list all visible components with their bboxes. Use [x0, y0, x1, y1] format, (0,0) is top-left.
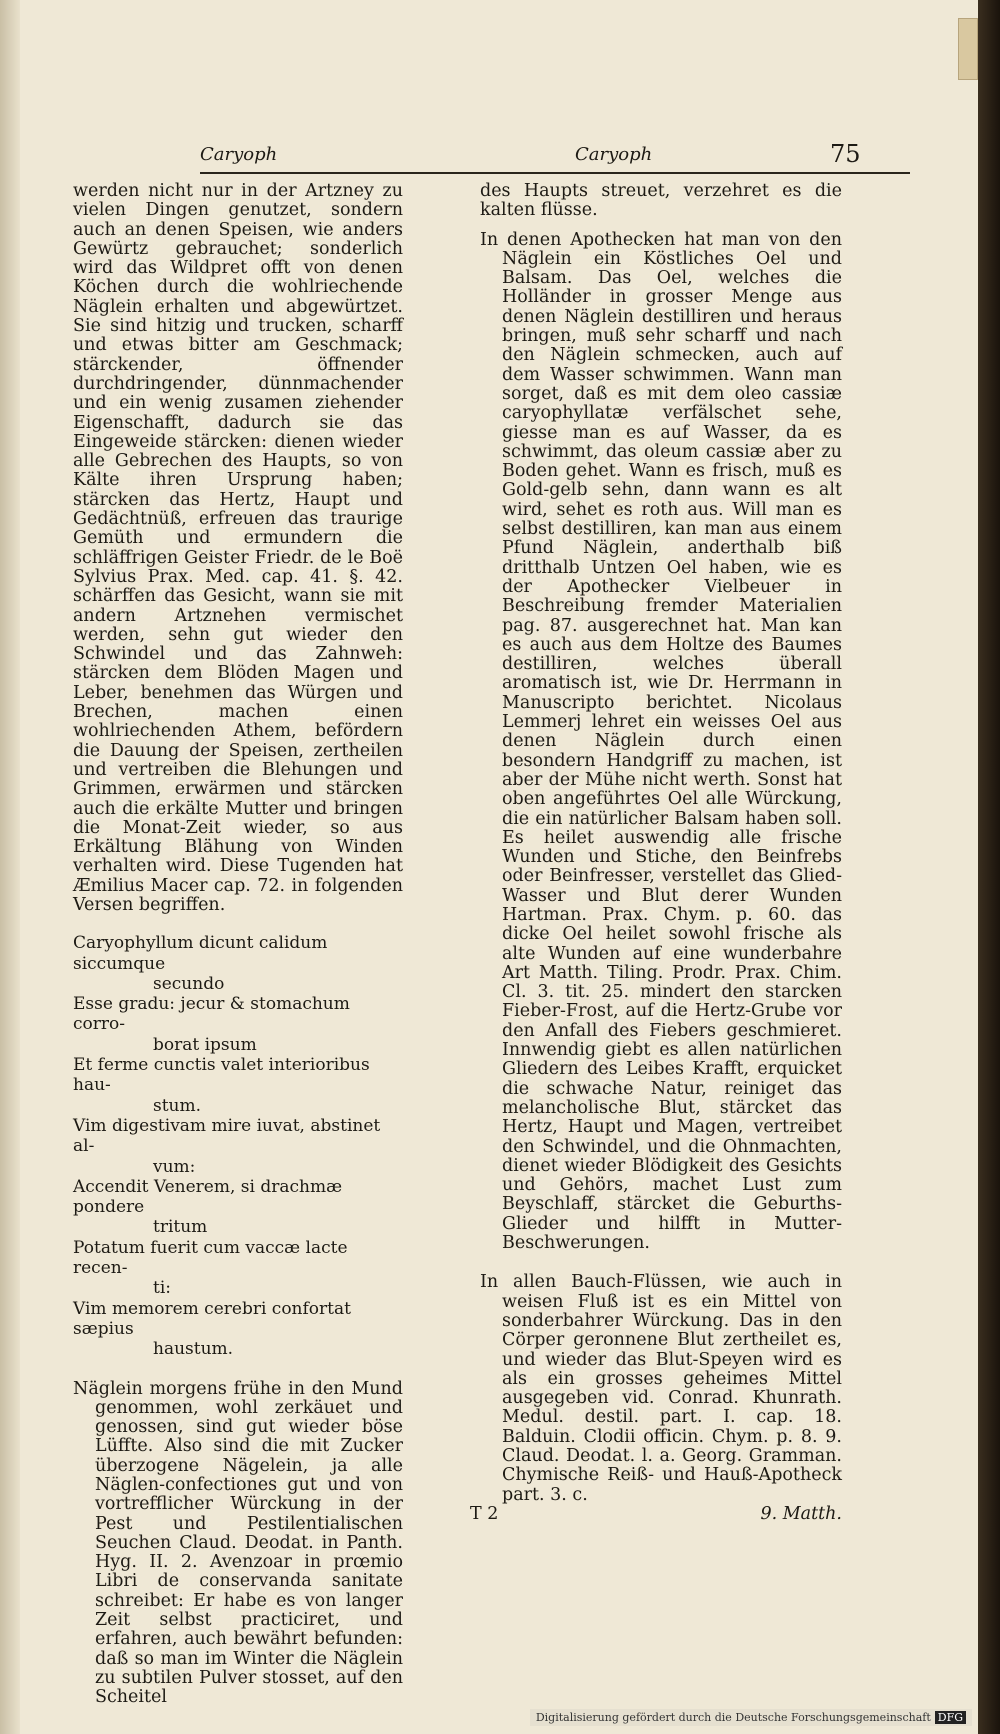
verse-line: haustum.: [153, 1339, 234, 1360]
left-paragraph-2: Näglein morgens frühe in den Mund genommen, wohl zerkäuet und genossen, sind gut wieder böse Lüffte. Also sind die mit Zucker überzogene Nägelein, ja alle Näglen-confectiones gut und von vortrefflicher Würckung in der Pest und Pestilentialischen Seuchen Claud. Deodat. in Panth. Hyg. II. 2. Avenzoar in prœmio Libri de conservanda sanitate schreibet: Er habe es von langer Zeit selbst practiciret, und erfahren, auch bewährt befunden: daß so man im Winter die Näglein zu subtilen Pulver stosset, auf den Scheitel: [73, 1378, 409, 1708]
right-paragraph-2: In denen Apothecken hat man von den Näglein ein Köstliches Oel und Balsam. Das Oel, welches die Holländer in grosser Menge aus denen Näglein destilliren und heraus bringen, muß sehr scharff und nach den Näglein schmecken, auch auf dem Wasser schwimmen. Wann man sorget, daß es mit dem oleo cassiæ caryophyllatæ verfälschet sehe, giesse man es auf Wasser, da es schwimmt, das oleum cassiæ aber zu Boden gehet. Wann es frisch, muß es Gold-gelb sehn, dann wann es alt wird, sehet es roth aus. Will man es selbst destilliren, kan man aus einem Pfund Näglein, anderthalb biß dritthalb Untzen Oel haben, wie es der Apothecker Vielbeuer in Beschreibung fremder Materialien pag. 87. ausgerechnet hat. Man kan es auch aus dem Holtze des Baumes destilliren, welches überall aromatisch ist, wie Dr. Herrmann in Manuscripto berichtet. Nicolaus Lemmerj lehret ein weisses Oel aus denen Näglein durch einen besondern Handgriff zu machen, ist aber der Mühe nicht werth. Sonst hat oben angeführtes Oel alle Würckung, die ein natürlicher Balsam haben soll. Es heilet auswendig alle frische Wunden und Stiche, den Beinfrebs oder Beinfresser, verstellet das Glied-Wasser und Blut derer Wunden Hartman. Prax. Chym. p. 60. das dicke Oel heilet sowohl frische als alte Wunden auf eine wunderbahre Art Matth. Tiling. Prodr. Prax. Chim. Cl. 3. tit. 25. mindert den starcken Fieber-Frost, auf die Hertz-Grube vor den Anfall des Fiebers geschmieret. Innwendig giebt es allen natürlichen Gliedern des Leibes Krafft, erquicket die schwache Natur, reiniget das melancholische Blut, stärcket das Hertz, Haupt und Magen, vertreibet den Schwindel, und die Ohnmachten, dienet wieder Blödigkeit des Gesichts und Gehörs, machet Lust zum Beyschlaff, stärcket die Geburths-Glieder und hilfft in Mutter-Beschwerungen.: [480, 229, 848, 1254]
signature-mark: T 2: [470, 1503, 499, 1524]
header-rule: [200, 172, 910, 174]
left-paragraph-1: werden nicht nur in der Artzney zu vielen Dingen genutzet, sondern auch an denen Speisen, wie anders Gewürtz gebrauchet; sonderlich wird das Wildpret offt von denen Köchen durch die wohlriechende Näglein erhalten und abgewürtzet. Sie sind hitzig und trucken, scharff und etwas bitter am Geschmack; stärckender, öffnender durchdringender, dünnmachender und ein wenig zusamen ziehender Eigenschafft, dadurch sie das Eingeweide stärcken: dienen wieder alle Gebrechen des Haupts, so von Kälte ihren Ursprung haben; stärcken das Hertz, Haupt und Gedächtnüß, erfreuen das traurige Gemüth und ermundern die schläffrigen Geister Friedr. de le Boë Sylvius Prax. Med. cap. 41. §. 42. schärffen das Gesicht, wann sie mit andern Artznehen vermischet werden, sehn gut wieder den Schwindel und das Zahnweh: stärcken dem Blöden Magen und Leber, benehmen das Würgen und Brechen, machen einen wohlriechenden Athem, befördern die Dauung der Speisen, zertheilen und vertreiben die Blehungen und Grimmen, erwärmen und stärcken auch die erkälte Mutter und bringen die Monat-Zeit wieder, so aus Erkältung Blähung von Winden verhalten wird. Diese Tugenden hat Æmilius Macer cap. 72. in folgenden Versen begriffen.: [73, 181, 409, 915]
verse-line: Vim memorem cerebri confortat sæpius: [73, 1298, 357, 1339]
header-center-title: Caryoph: [575, 144, 653, 165]
verse-line: Esse gradu: jecur & stomachum corro-: [73, 994, 356, 1035]
page-number: 75: [830, 140, 861, 168]
verse-line: secundo: [153, 973, 225, 994]
header-left-title: Caryoph: [200, 144, 278, 165]
dfg-logo: DFG: [935, 1711, 966, 1724]
footer-text: Digitalisierung gefördert durch die Deutsche Forschungsgemeinschaft: [535, 1711, 931, 1724]
verse-line: borat ipsum: [153, 1034, 257, 1055]
verse-line: vum:: [153, 1156, 196, 1177]
catchword: 9. Matth.: [760, 1503, 842, 1524]
bookmark-tab: [958, 18, 978, 80]
verse-line: Caryophyllum dicunt calidum siccumque: [73, 933, 333, 974]
verse-line: Accendit Venerem, si drachmæ pondere: [73, 1176, 348, 1218]
page-edge: [978, 0, 1000, 1734]
verse-line: tritum: [153, 1217, 208, 1238]
verse-line: stum.: [153, 1095, 202, 1116]
footer-credit: [530, 1709, 972, 1726]
signature-line: [470, 1503, 842, 1525]
verse-line: Vim digestivam mire iuvat, abstinet al-: [73, 1115, 386, 1157]
verse-line: Et ferme cunctis valet interioribus hau-: [73, 1055, 376, 1096]
running-header: [60, 140, 940, 180]
book-spine: [0, 0, 20, 1734]
verse-line: Potatum fuerit cum vaccæ lacte recen-: [73, 1237, 353, 1279]
verse-line: ti:: [153, 1278, 171, 1299]
right-column: [470, 181, 848, 1525]
right-paragraph-1: des Haupts streuet, verzehret es die kalten flüsse.: [480, 181, 848, 221]
left-column: [73, 181, 409, 1708]
right-paragraph-3: In allen Bauch-Flüssen, wie auch in weisen Fluß ist es ein Mittel von sonderbahrer Würckung. Das in den Cörper geronnene Blut zertheilet es, und wieder das Blut-Speyen wird es als ein grosses geheimes Mittel ausgegeben vid. Conrad. Khunrath. Medul. destil. part. I. cap. 18. Balduin. Clodii officin. Chym. p. 8. 9. Claud. Deodat. l. a. Georg. Gramman. Chymische Reiß- und Hauß-Apotheck part. 3. c.: [480, 1272, 848, 1505]
latin-verse: [73, 933, 403, 1359]
